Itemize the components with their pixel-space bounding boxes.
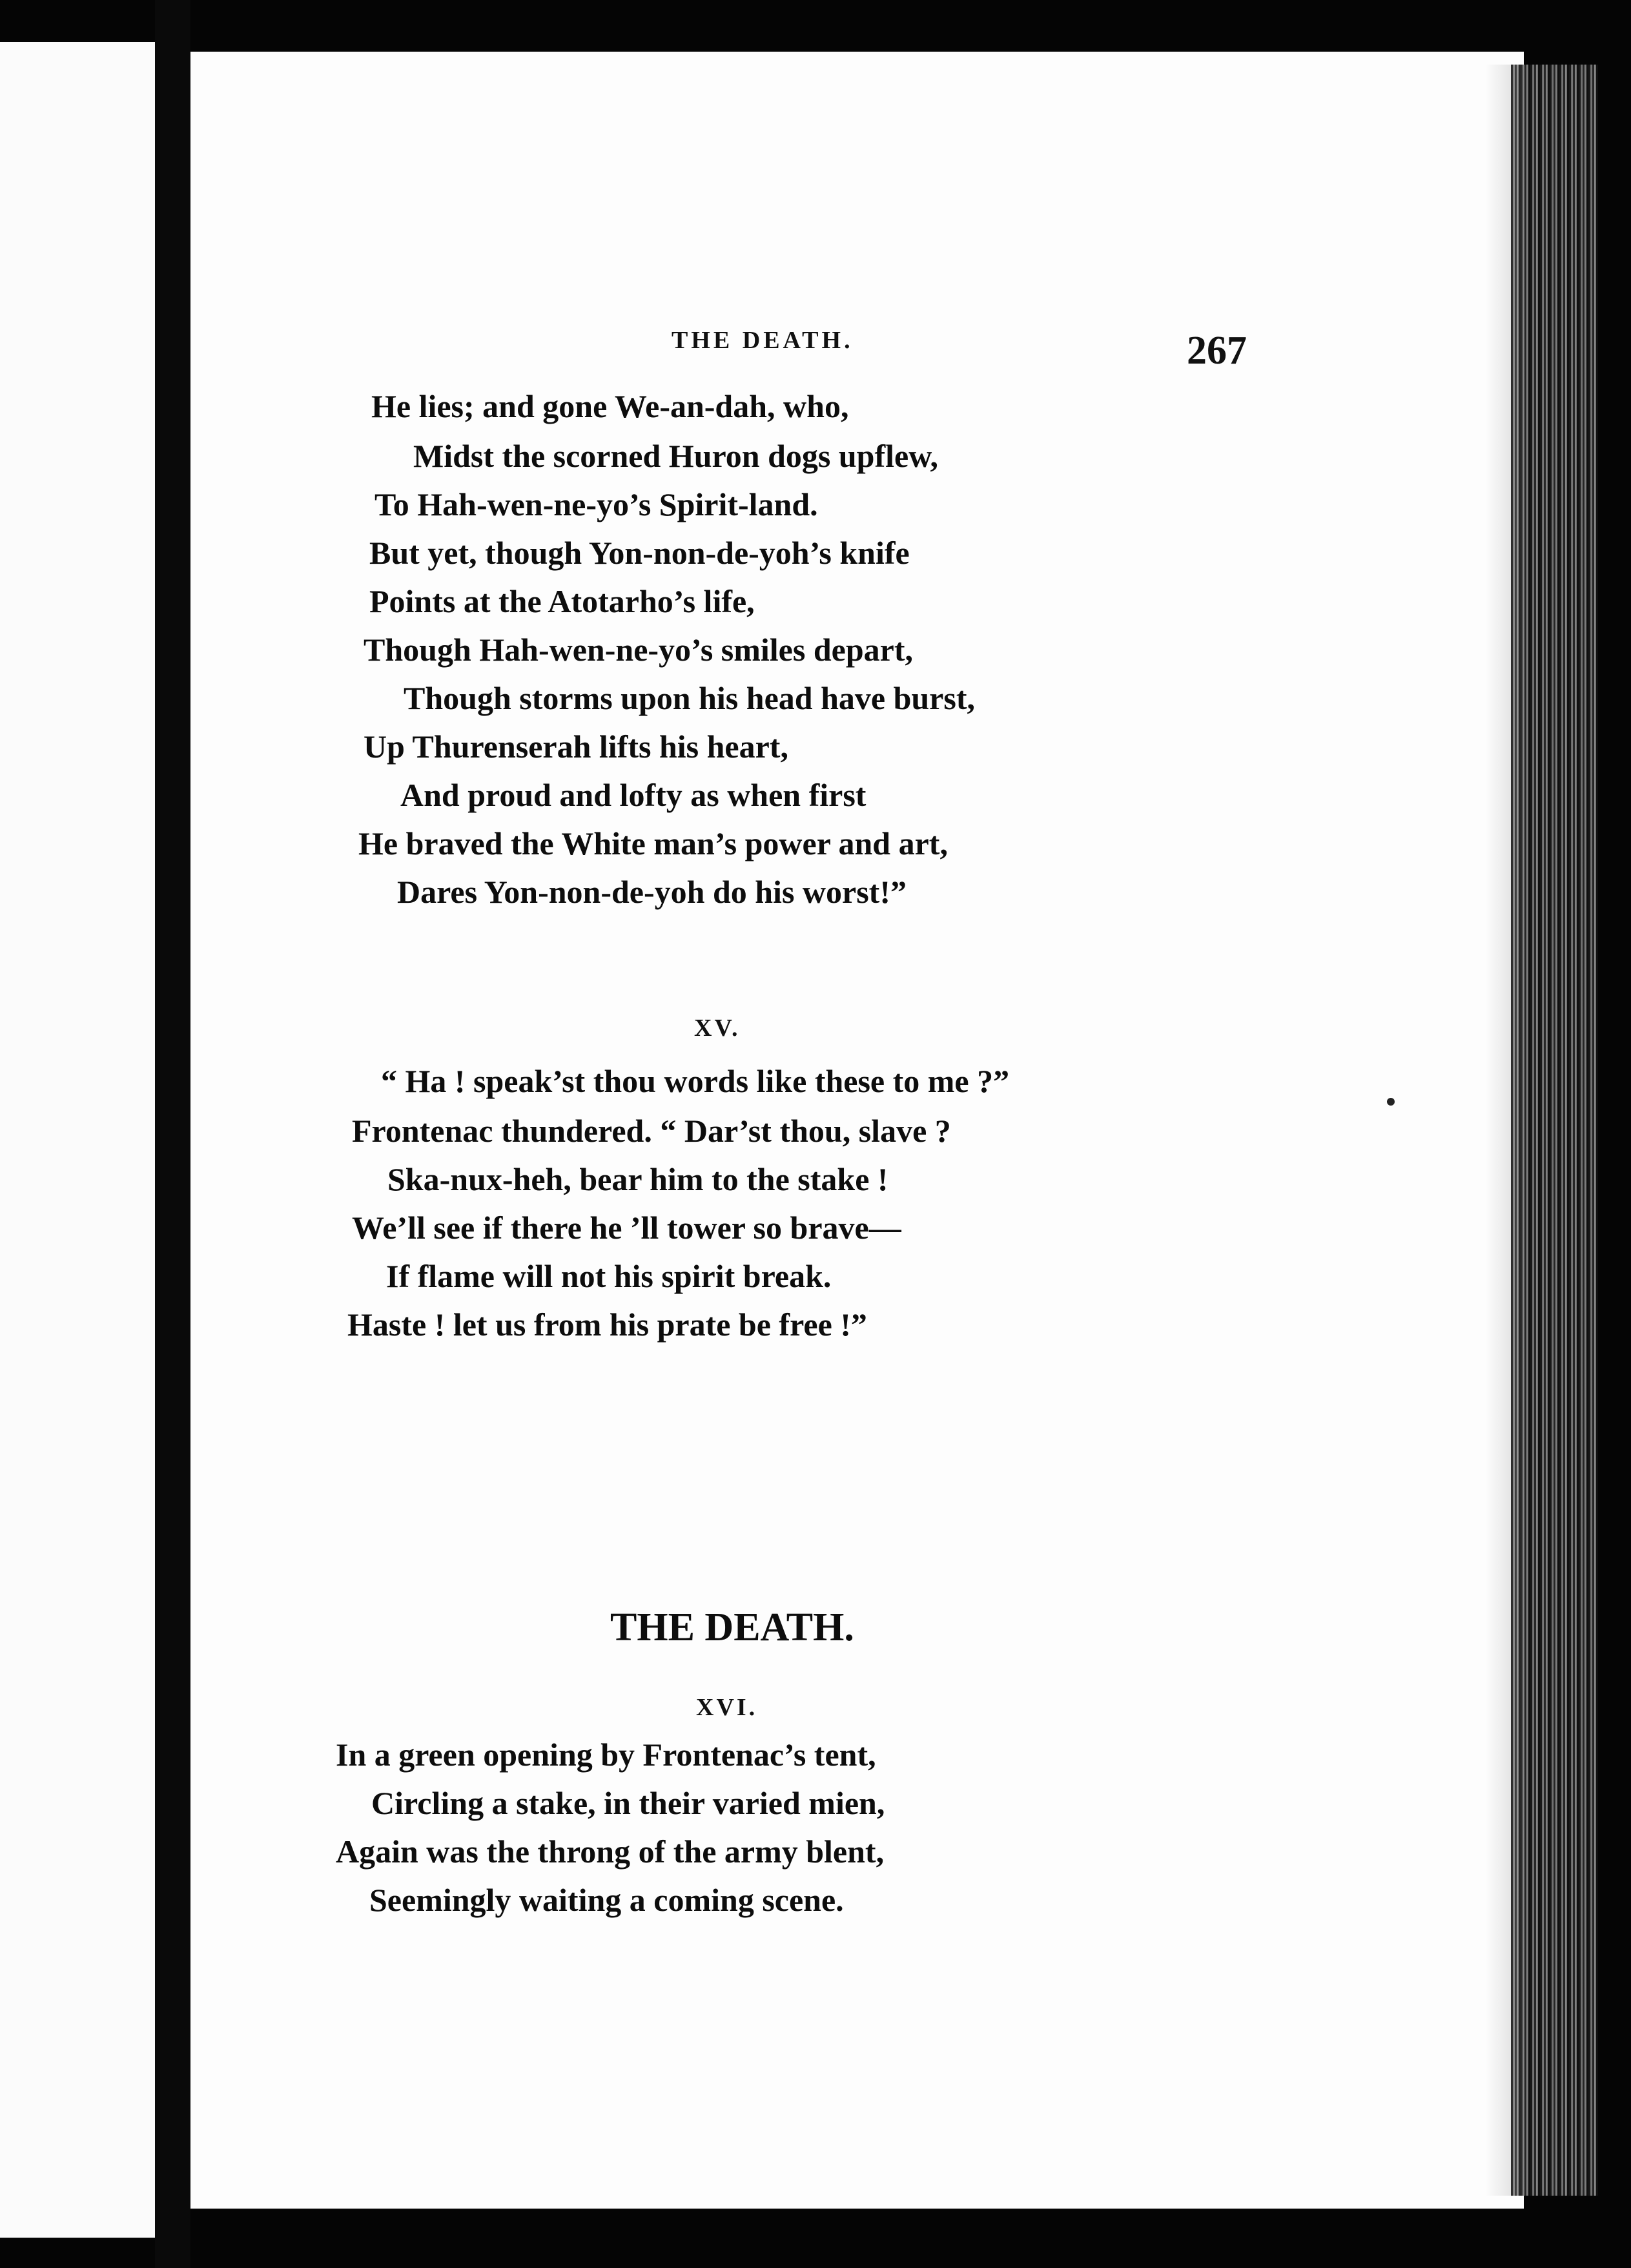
- verse-line: Again was the throng of the army blent,: [336, 1833, 885, 1870]
- verse-line: Though storms upon his head have burst,: [404, 680, 975, 716]
- verse-line: In a green opening by Frontenac’s tent,: [336, 1737, 876, 1773]
- verse-line: And proud and lofty as when first: [400, 777, 867, 813]
- verse-line: Seemingly waiting a coming scene.: [369, 1882, 844, 1918]
- page-number: 267: [1187, 329, 1247, 373]
- verse-line: Midst the scorned Huron dogs upflew,: [413, 438, 939, 474]
- verse-line: He lies; and gone We-an-dah, who,: [371, 388, 849, 424]
- fore-edge-pages: [1511, 65, 1598, 2196]
- verse-line: To Hah-wen-ne-yo’s Spirit-land.: [374, 486, 818, 522]
- verse-line: Haste ! let us from his prate be free !”: [347, 1306, 867, 1343]
- verse-line: Circling a stake, in their varied mien,: [371, 1785, 885, 1821]
- running-head: THE DEATH.: [672, 327, 854, 354]
- ink-speck: [1387, 1098, 1395, 1106]
- verse-line: Up Thurenserah lifts his heart,: [364, 728, 788, 765]
- verse-line: Ska-nux-heh, bear him to the stake !: [387, 1161, 888, 1197]
- verse-line: Frontenac thundered. “ Dar’st thou, slave ?: [352, 1113, 951, 1149]
- stanza-number: XVI.: [696, 1694, 758, 1721]
- section-title: THE DEATH.: [610, 1605, 854, 1649]
- verse-line: If flame will not his spirit break.: [386, 1258, 832, 1294]
- verse-line: “ Ha ! speak’st thou words like these to me ?”: [381, 1063, 1010, 1099]
- verse-line: Though Hah-wen-ne-yo’s smiles depart,: [364, 632, 913, 668]
- verse-line: Dares Yon-non-de-yoh do his worst!”: [397, 874, 907, 910]
- verse-line: Points at the Atotarho’s life,: [369, 583, 755, 619]
- stanza-number: XV.: [694, 1015, 741, 1042]
- verse-line: But yet, though Yon-non-de-yoh’s knife: [369, 535, 910, 571]
- verse-line: He braved the White man’s power and art,: [358, 825, 948, 861]
- facing-page-edge: [0, 42, 155, 2238]
- verse-line: We’ll see if there he ’ll tower so brave—: [352, 1210, 901, 1246]
- book-gutter: [155, 0, 190, 2268]
